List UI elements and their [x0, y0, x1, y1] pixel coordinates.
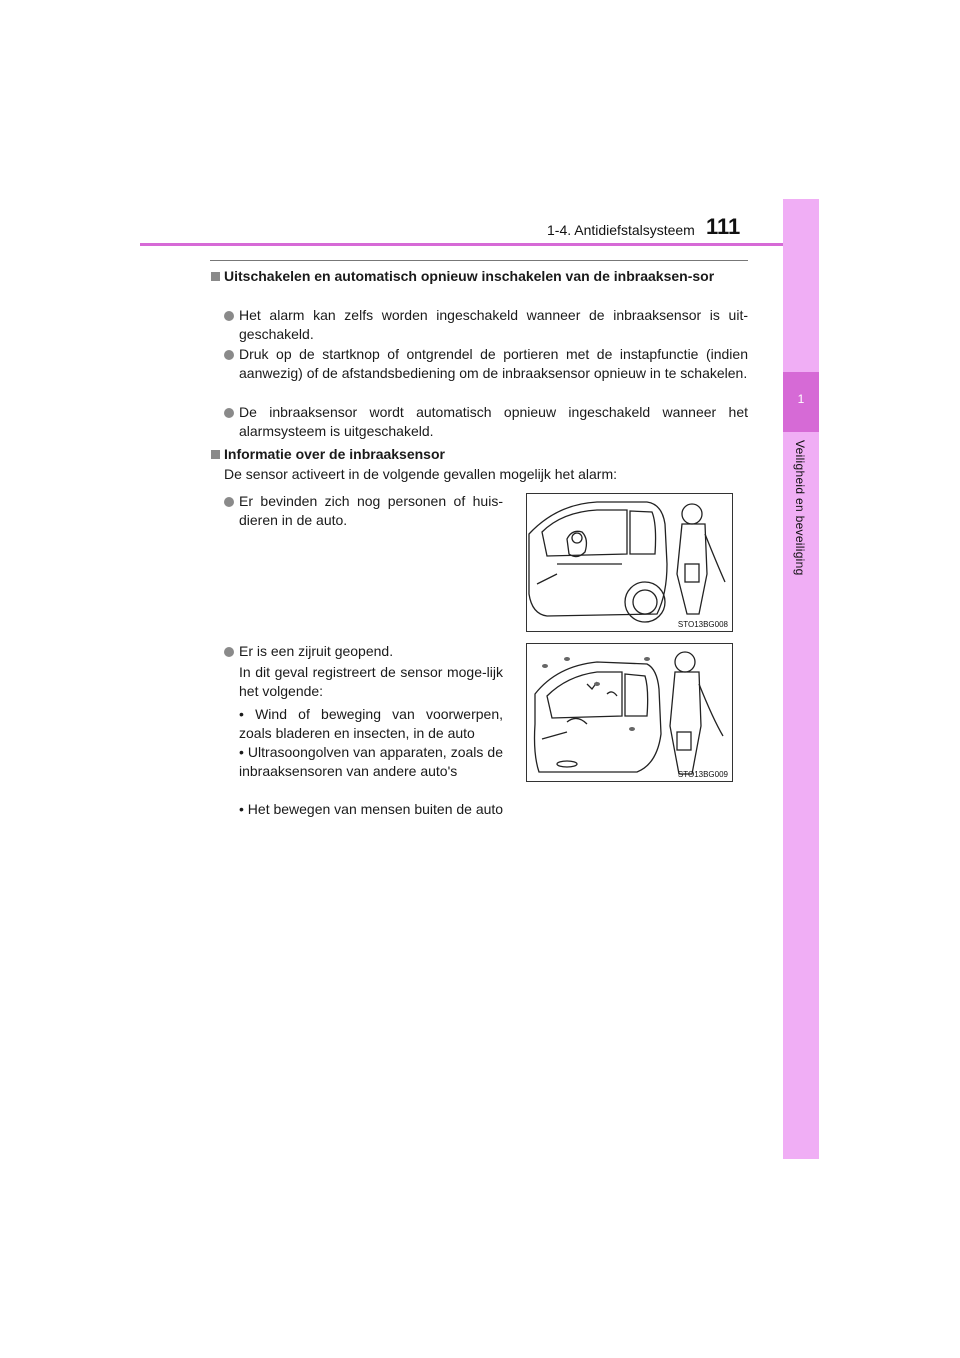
round-bullet-icon: [224, 350, 234, 360]
sub-list-item: • Het bewegen van mensen buiten de auto: [239, 801, 504, 817]
car-dog-illustration: [527, 494, 732, 631]
sub-list-item: • Wind of beweging van voorwerpen, zoals bladeren en insecten, in de auto: [239, 706, 503, 741]
figure-open-window: [526, 643, 733, 782]
section-title: 1-4. Antidiefstalsysteem: [547, 222, 695, 238]
round-bullet-icon: [224, 311, 234, 321]
open-window-illustration: [527, 644, 732, 781]
section-heading: Informatie over de inbraaksensor: [224, 446, 445, 462]
round-bullet-icon: [224, 647, 234, 657]
page-number: 111: [706, 214, 741, 239]
square-bullet-icon: [211, 272, 220, 281]
figure-code: STO13BG009: [677, 770, 728, 779]
section-heading: Uitschakelen en automatisch opnieuw inschakelen van de inbraaksen-sor: [224, 268, 715, 284]
paragraph: In dit geval registreert de sensor moge-lijk het volgende:: [239, 664, 503, 699]
paragraph: De sensor activeert in de volgende gevallen mogelijk het alarm:: [224, 466, 617, 482]
chapter-number: 1: [797, 392, 805, 406]
list-item: Het alarm kan zelfs worden ingeschakeld wanneer de inbraaksensor is uit-geschakeld.: [239, 307, 748, 342]
list-item: Er is een zijruit geopend.: [239, 643, 394, 659]
chapter-side-tab: [783, 199, 819, 1159]
list-item: De inbraaksensor wordt automatisch opnieuw ingeschakeld wanneer het alarmsysteem is uitgeschakeld.: [239, 404, 748, 439]
content-rule: [210, 260, 748, 261]
square-bullet-icon: [211, 450, 220, 459]
figure-code: STO13BG008: [677, 620, 728, 629]
round-bullet-icon: [224, 408, 234, 418]
header-divider: [140, 243, 818, 246]
figure-person-in-car: [526, 493, 733, 632]
round-bullet-icon: [224, 497, 234, 507]
list-item: Druk op de startknop of ontgrendel de portieren met de instapfunctie (indien aanwezig) of de afstandsbediening om de inbraaksensor opnieuw in te schakelen.: [239, 346, 748, 381]
list-item: Er bevinden zich nog personen of huis-dieren in de auto.: [239, 493, 503, 528]
chapter-title: Veiligheid en beveiliging: [793, 440, 807, 576]
sub-list-item: • Ultrasoongolven van apparaten, zoals de inbraaksensoren van andere auto's: [239, 744, 503, 779]
